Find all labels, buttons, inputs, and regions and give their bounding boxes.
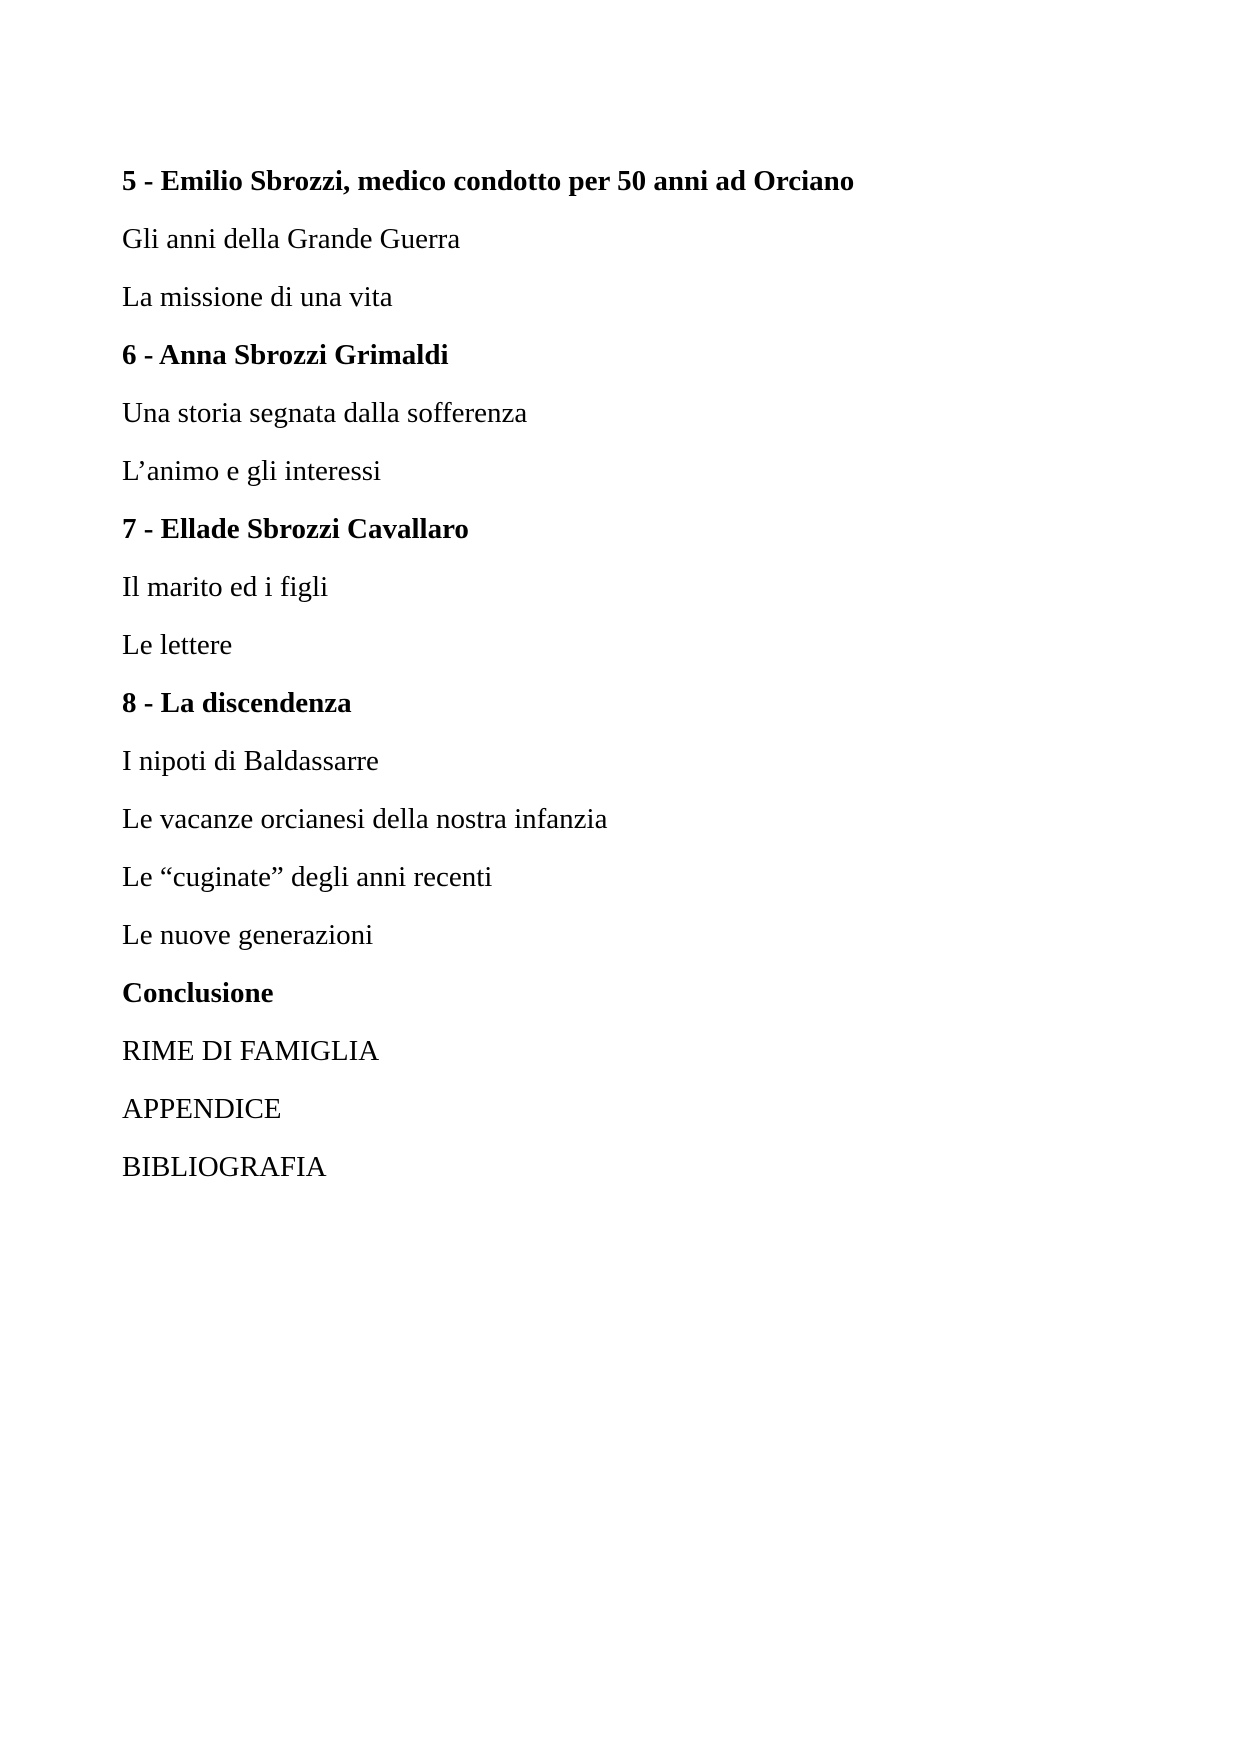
chapter-heading-5: 5 - Emilio Sbrozzi, medico condotto per 50 anni ad Orciano (122, 165, 855, 197)
chapter-heading-6: 6 - Anna Sbrozzi Grimaldi (122, 339, 449, 371)
conclusion-heading: Conclusione (122, 977, 274, 1009)
section-entry: Il marito ed i figli (122, 571, 329, 603)
chapter-heading-7: 7 - Ellade Sbrozzi Cavallaro (122, 513, 469, 545)
section-entry: Gli anni della Grande Guerra (122, 223, 461, 255)
section-entry: Una storia segnata dalla sofferenza (122, 397, 528, 429)
section-entry: L’animo e gli interessi (122, 455, 382, 487)
section-entry: Le nuove generazioni (122, 919, 374, 951)
table-of-contents (122, 152, 1122, 1196)
appendice-entry: APPENDICE (122, 1093, 282, 1125)
section-entry: Le vacanze orcianesi della nostra infanzia (122, 803, 608, 835)
section-entry: Le “cuginate” degli anni recenti (122, 861, 493, 893)
chapter-heading-8: 8 - La discendenza (122, 687, 352, 719)
bibliografia-entry: BIBLIOGRAFIA (122, 1151, 327, 1183)
section-entry: I nipoti di Baldassarre (122, 745, 379, 777)
rime-di-famiglia-entry: RIME DI FAMIGLIA (122, 1035, 380, 1067)
section-entry: La missione di una vita (122, 281, 393, 313)
section-entry: Le lettere (122, 629, 233, 661)
